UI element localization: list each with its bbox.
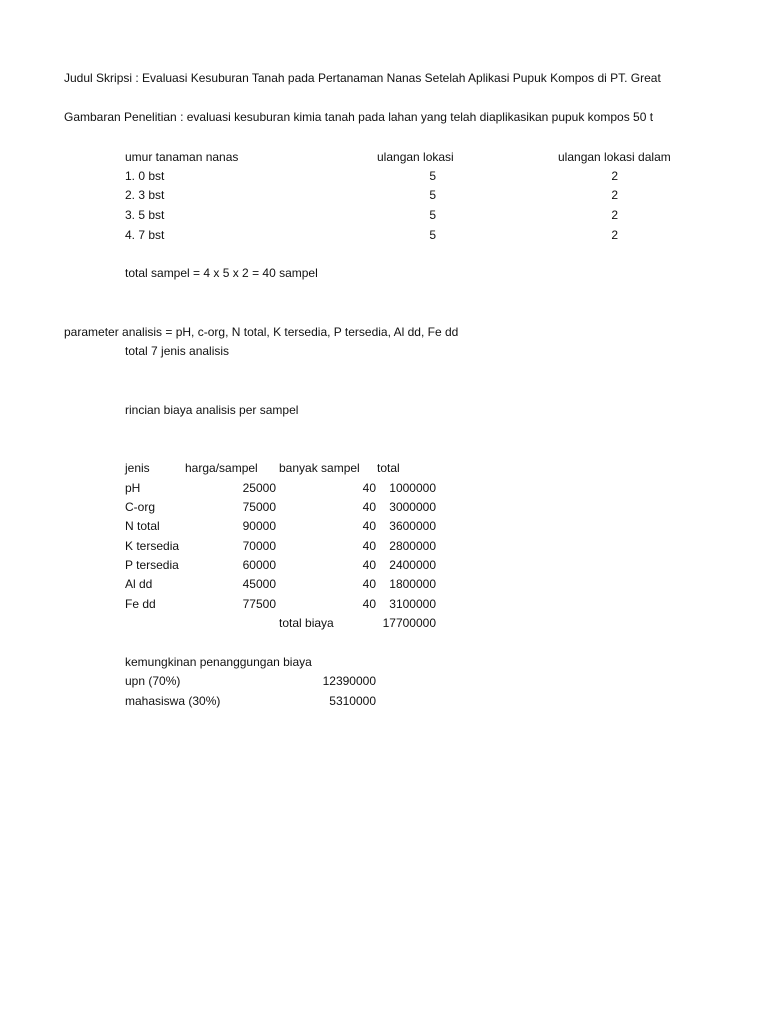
total-sampel: total sampel = 4 x 5 x 2 = 40 sampel	[125, 266, 318, 280]
harga-cell: 60000	[242, 558, 276, 572]
harga-cell: 45000	[242, 577, 276, 591]
parameter-analisis: parameter analisis = pH, c-org, N total, K tersedia, P tersedia, Al dd, Fe dd	[64, 325, 459, 339]
header-jenis: jenis	[125, 461, 150, 475]
penanggungan-title: kemungkinan penanggungan biaya	[125, 655, 312, 669]
ulangan-lokasi-cell: 5	[429, 188, 436, 202]
banyak-cell: 40	[362, 481, 376, 495]
ulangan-dalam-cell: 2	[611, 208, 618, 222]
total-cell: 2400000	[389, 558, 436, 572]
total-cell: 1800000	[389, 577, 436, 591]
jenis-cell: P tersedia	[125, 558, 179, 572]
total-cell: 1000000	[389, 481, 436, 495]
rincian-title: rincian biaya analisis per sampel	[125, 403, 299, 417]
penanggungan-upn-label: upn (70%)	[125, 674, 181, 688]
umur-cell: 3. 5 bst	[125, 208, 165, 222]
banyak-cell: 40	[362, 597, 376, 611]
header-total: total	[377, 461, 400, 475]
total-cell: 3000000	[389, 500, 436, 514]
header-harga-sampel: harga/sampel	[185, 461, 258, 475]
umur-cell: 1. 0 bst	[125, 169, 165, 183]
header-umur-tanaman: umur tanaman nanas	[125, 150, 239, 164]
jenis-cell: K tersedia	[125, 539, 180, 553]
ulangan-dalam-cell: 2	[611, 169, 618, 183]
ulangan-lokasi-cell: 5	[429, 228, 436, 242]
umur-cell: 4. 7 bst	[125, 228, 165, 242]
jenis-cell: pH	[125, 481, 141, 495]
harga-cell: 75000	[242, 500, 276, 514]
gambaran-penelitian: Gambaran Penelitian : evaluasi kesuburan kimia tanah pada lahan yang telah diaplikasikan pupuk kompos 50 t	[64, 110, 654, 124]
ulangan-lokasi-cell: 5	[429, 169, 436, 183]
harga-cell: 77500	[242, 597, 276, 611]
header-banyak-sampel: banyak sampel	[279, 461, 360, 475]
penanggungan-mahasiswa-label: mahasiswa (30%)	[125, 694, 221, 708]
umur-cell: 2. 3 bst	[125, 188, 165, 202]
penanggungan-upn-value: 12390000	[322, 674, 376, 688]
total-cell: 3600000	[389, 519, 436, 533]
banyak-cell: 40	[362, 558, 376, 572]
harga-cell: 90000	[242, 519, 276, 533]
jenis-cell: Al dd	[125, 577, 153, 591]
total-cell: 2800000	[389, 539, 436, 553]
ulangan-lokasi-cell: 5	[429, 208, 436, 222]
harga-cell: 70000	[242, 539, 276, 553]
ulangan-dalam-cell: 2	[611, 228, 618, 242]
jenis-cell: Fe dd	[125, 597, 156, 611]
jenis-cell: C-org	[125, 500, 156, 514]
total-cell: 3100000	[389, 597, 436, 611]
banyak-cell: 40	[362, 539, 376, 553]
jenis-cell: N total	[125, 519, 160, 533]
total-biaya-value: 17700000	[382, 616, 436, 630]
harga-cell: 25000	[242, 481, 276, 495]
banyak-cell: 40	[362, 577, 376, 591]
ulangan-dalam-cell: 2	[611, 188, 618, 202]
total-jenis-analisis: total 7 jenis analisis	[125, 344, 230, 358]
total-biaya-label: total biaya	[279, 616, 334, 630]
header-ulangan-lokasi-dalam: ulangan lokasi dalam	[558, 150, 671, 164]
header-ulangan-lokasi: ulangan lokasi	[377, 150, 454, 164]
judul-skripsi: Judul Skripsi : Evaluasi Kesuburan Tanah pada Pertanaman Nanas Setelah Aplikasi Pupuk Kompos di PT. Great	[64, 71, 661, 85]
penanggungan-mahasiswa-value: 5310000	[329, 694, 376, 708]
banyak-cell: 40	[362, 519, 376, 533]
banyak-cell: 40	[362, 500, 376, 514]
